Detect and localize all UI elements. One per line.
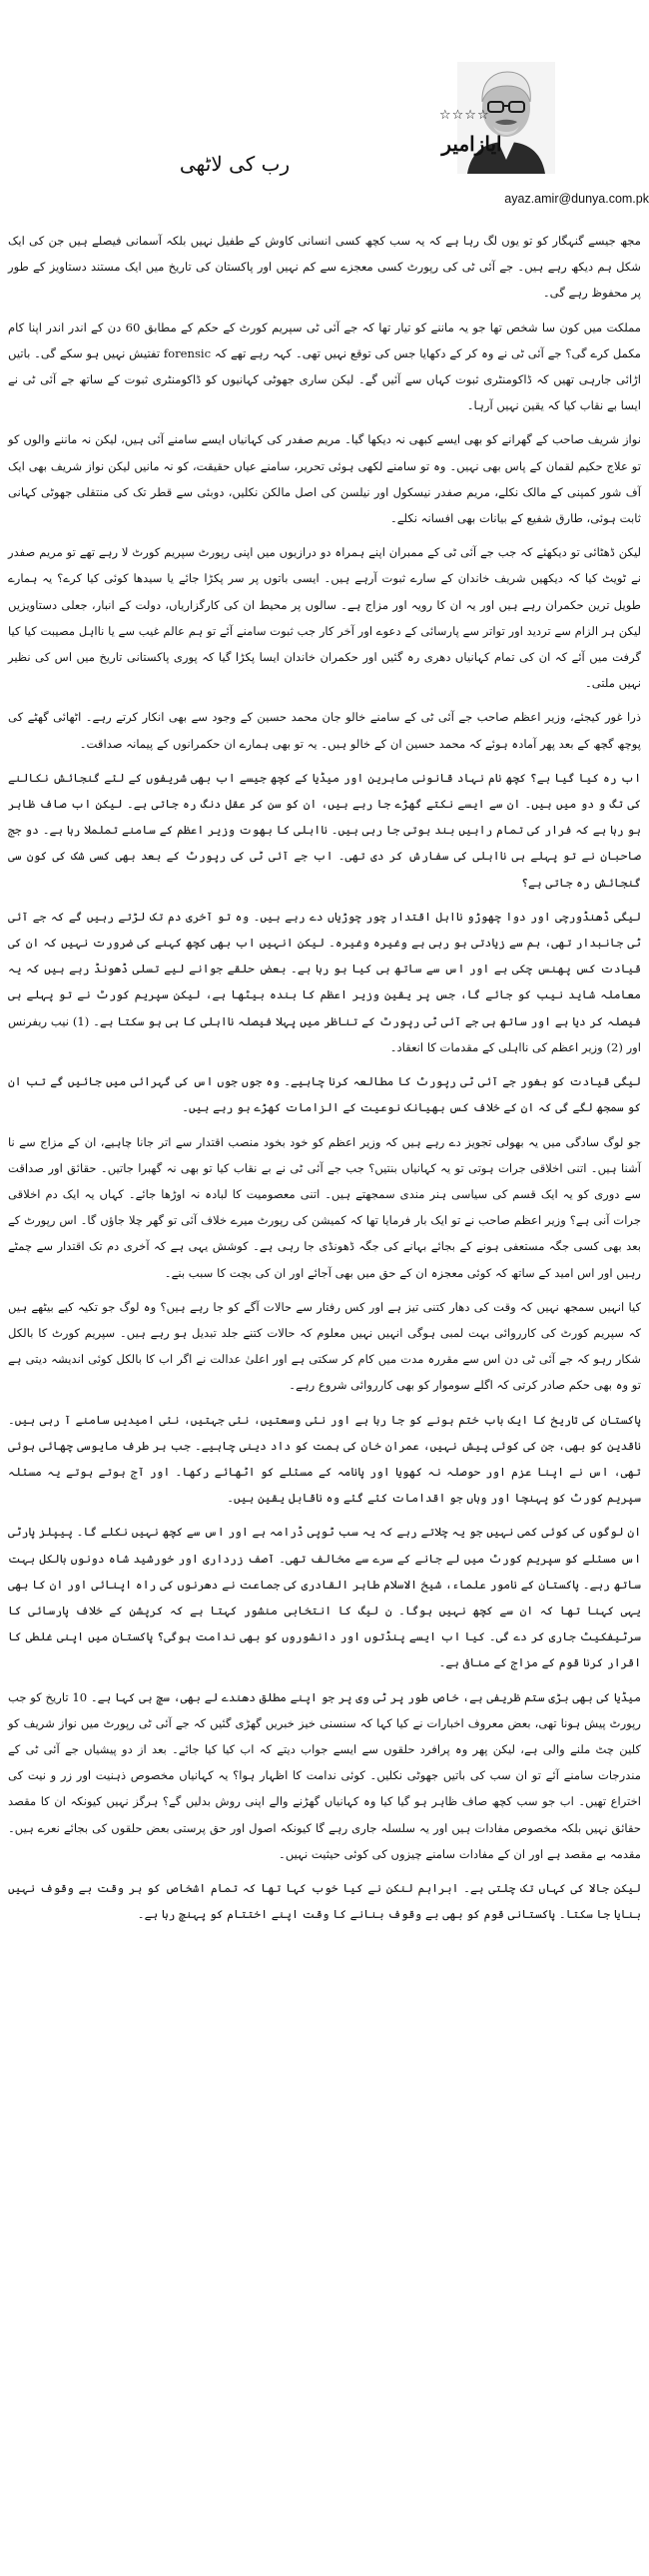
article-body bbox=[8, 228, 641, 1935]
article-paragraph-2: مملکت میں کون سا شخص تھا جو یہ ماننے کو تیار تھا کہ جے آئی ٹی سپریم کورٹ کے حکم کے مطابق 60 دن کے اندر اندر اپنا کام مکمل کرے گی؟ جے آئی ٹی نے وہ کر کے دکھایا جس کی توقع نہیں تھی۔ کہہ رہے تھے کہ forensic تفتیش نہیں ہو سکے گی۔ باتیں اڑائی جارہی تھیں کہ ڈاکومنٹری ثبوت کہاں سے آئیں گے۔ لیکن ساری جھوٹی کہانیوں کو ڈاکومنٹری ثبوت کے ساتھ جے آئی ٹی نے ایسا بے نقاب کیا کہ یقین نہیں آرہا۔ bbox=[8, 320, 641, 413]
article-paragraph-8: لیگی قیادت کو بغور جے آئی ٹی رپورٹ کا مطالعہ کرنا چاہیے۔ وہ جوں جوں اس کی گہرائی میں جائیں گے تب ان کو سمجھ لگے گی کہ ان کے خلاف کس بھیانک نوعیت کے الزامات کھڑے ہو رہے ہیں۔ bbox=[8, 1074, 641, 1115]
article-paragraph-10: کیا انہیں سمجھ نہیں کہ وقت کی دھار کتنی تیز ہے اور کس رفتار سے حالات آگے کو جا رہے ہیں؟ وہ لوگ جو تکیہ کیے بیٹھے ہیں کہ سپریم کورٹ کی کارروائی بہت لمبی ہوگی انہیں نہیں معلوم کہ حالات کتنے جلد تبدیل ہو رہے ہیں۔ سپریم کورٹ کا بالکل شکار رہو کہ جے آئی ٹی دن اس سے مقررہ مدت میں کام کر سکتی ہے اور اعلیٰ عدالت نے اگر اب کا بالکل کوئی اندیشہ دیتی ہے تو وہ بھی حکم صادر کرتی کہ اگلے سوموار کو بھی کارروائی شروع رہے۔ bbox=[8, 1299, 641, 1393]
article-paragraph-9: جو لوگ سادگی میں یہ بھولی تجویز دے رہے ہیں کہ وزیر اعظم کو خود بخود منصب اقتدار سے اتر جانا چاہیے، ان کے مزاج سے نا آشنا ہیں۔ اتنی اخلاقی جرات ہوتی تو یہ کہانیاں بنتیں؟ جب جے آئی ٹی نے بے نقاب کیا تو بھی نہ گھبرا جاتیں۔ حقائق اور صداقت سے دوری کو یہ ایک قسم کی سیاسی ہنر مندی سمجھتے ہیں۔ اتنی معصومیت کا لبادہ نہ اوڑھا جائے۔ کہاں یہ ایک دم اخلاقی جرات آنی ہے؟ وزیر اعظم صاحب نے تو ایک بار فرمایا تھا کہ کمیشن کی رپورٹ میرے خلاف آئی تو گھر چلا جاؤں گا۔ اس رپورٹ کے بعد بھی کسی جگہ مستعفی ہونے کے بجائے بہانے کی جگہ ڈھونڈی جا رہی ہے۔ کوشش یہی ہے کہ آخری دم تک اقتدار سے چمٹے رہیں اور اس امید کے ساتھ کہ کوئی معجزہ ان کے حق میں بھی آجائے اور ان کی بچت کا سبب بنے۔ bbox=[8, 1134, 641, 1280]
author-name: ایازامیر bbox=[441, 132, 502, 156]
article-paragraph-4: لیکن ڈھٹائی تو دیکھئے کہ جب جے آئی ٹی کے ممبران اپنے ہمراہ دو درازیوں میں اپنی رپورٹ سپریم کورٹ لا رہے تھے تو مریم صفدر نے ٹویٹ کیا کہ دیکھیں شریف خاندان کے سارے ثبوت آرہے ہیں۔ ایسی باتوں پر سر پکڑا جائے یا سیدھا کوئی کیا کرے؟ یہ ہمارے طویل ترین حکمران رہے ہیں اور یہ ان کا رویہ اور مزاج ہے۔ سالوں پر محیط ان کی کارگزاریاں، دولت کے انبار، جعلی دستاویزیں لیکن ہر الزام سے تردید اور تواتر سے پارسائی کے دعوے اور آخر کار جب ثبوت سامنے آئے تو ہم عالم غیب سے یا نااہل مصیبت کیا کیا گرفت میں آئے کہ ان کی تمام کہانیاں دھری رہ گئیں اور حکمران خاندان ایسا پکڑا گیا کہ پوری پاکستانی تاریخ میں اس کی نظیر نہیں ملتی۔ bbox=[8, 545, 641, 691]
article-paragraph-12: ان لوگوں کی کوئی کمی نہیں جو یہ چلاتے رہے کہ یہ سب ٹوپی ڈرامہ ہے اور اس سے کچھ نہیں نکلے گا۔ پیپلز پارٹی اس مسئلے کو سپریم کورٹ میں لے جانے کے سرے سے مخالف تھی۔ آصف زرداری اور خورشید شاہ دونوں بالکل بہت ساتھ رہے۔ پاکستان کے نامور علماء، شیخ الاسلام طاہر القادری کی جماعت نے دھرنوں کی راہ اپنائی اور ان کا بھی یہی کہنا تھا کہ ان سے کچھ نہیں ہوگا۔ ن لیگ کا انتخابی منشور کہتا ہے کہ کرپشن کے خلاف پارسائی کا سرٹیفکیٹ جاری کر دے گی۔ کیا اب ایسے پنڈتوں اور دانشوروں کو بھی ندامت ہوگی؟ پاکستان میں اپنی غلطی کا اقرار کرنا قوم کے مزاج کے منافی ہے۔ bbox=[8, 1525, 641, 1670]
column-header bbox=[0, 0, 649, 206]
article-paragraph-14: لیکن جالا کی کہاں تک چلتی ہے۔ ابراہم لنکن نے کیا خوب کہا تھا کہ تمام اشخاص کو ہر وقت بے وقوف نہیں بنایا جا سکتا۔ پاکستانی قوم کو بھی بے وقوف بنانے کا وقت اپنے اختتام کو پہنچ رہا ہے۔ bbox=[8, 1880, 641, 1922]
article-paragraph-11: پاکستان کی تاریخ کا ایک باب ختم ہونے کو جا رہا ہے اور نئی وسعتیں، نئی جہتیں، نئی امیدیں سامنے آ رہی ہیں۔ ناقدین کو بھی، جن کی کوئی پیش نہیں، عمران خان کی ہمت کو داد دینی چاہیے۔ جب ہر طرف مایوسی چھائی ہوئی تھی، اس نے اپنا عزم اور حوصلہ نہ کھویا اور پانامہ کے مسئلے کو اٹھائے رکھا۔ اور آج ہوتے ہوتے یہ مسئلہ سپریم کورٹ کو پہنچا اور وہاں جو اقدامات کئے گئے وہ ناقابل یقین ہیں۔ bbox=[8, 1412, 641, 1506]
article-paragraph-6: اب رہ کیا گیا ہے؟ کچھ نام نہاد قانونی ماہرین اور میڈیا کے کچھ جیسے اب بھی شریفوں کے لئے گنجائش نکالنے کی تگ و دو میں ہیں۔ ان سے ایسے نکتے گھڑے جا رہے ہیں، ان کو سن کر عقل دنگ رہ جاتی ہے۔ لیکن اب صاف ظاہر ہو رہا ہے کہ فرار کی تمام راہیں بند ہوتی جا رہی ہیں۔ نااہلی کا بھوت وزیر اعظم کے سامنے تململا رہا ہے۔ دو جج صاحبان نے تو پہلے ہی نااہلی کی سفارش کر دی تھی۔ اب جے آئی ٹی کی رپورٹ کے بعد بھی کسی شک کی کون سی گنجائش رہ جاتی ہے؟ bbox=[8, 770, 641, 890]
article-paragraph-3: نواز شریف صاحب کے گھرانے کو بھی ایسے کبھی نہ دیکھا گیا۔ مریم صفدر کی کہانیاں ایسے سامنے آئی ہیں، لیکن نہ ماننے والوں کو تو علاج حکیم لقمان کے پاس بھی نہیں۔ وہ تو سامنے لکھی ہوئی تحریر، سامنے عیاں حقیقت، کو نہ مانیں لیکن نواز شریف بھی ایک آف شور کمپنی کے مالک نکلے، مریم صفدر نیسکول اور نیلسن کی اصل مالکن نکلیں، دوبئی سے قطر تک کی منتقلی جھوٹی کہانی ثابت ہوئی، طارق شفیع کے بیانات بھی افسانہ نکلے۔ bbox=[8, 432, 641, 526]
column-title: رب کی لاٹھی bbox=[179, 152, 291, 176]
article-paragraph-7: لیگی ڈھنڈورچی اور دوا چھوڑو نااہل اقتدار چور چوڑیاں دے رہے ہیں۔ وہ تو آخری دم تک لڑتے رہیں گے کہ جے آئی ٹی جانبدار تھی، ہم سے زیادتی ہو رہی ہے وغیرہ وغیرہ۔ لیکن انہیں اب بھی کچھ کہنے کی ضرورت نہیں کہ ان کی قیادت کس پھنس چکی ہے اور اس سے ساتھ ہی کیا ہو رہا ہے۔ بعض حلقے جوانے لیے تسلی ڈھونڈ رہے ہیں کہ یہ معاملہ شاید نیب کو جائے گا، جس پر یقین وزیر اعظم کا بندہ بیٹھا ہے، لیکن سپریم کورٹ نے تو پہلے ہی فیصلہ کر دیا ہے اور ساتھ ہی جے آئی ٹی رپورٹ کے تناظر میں پہلا فیصلہ نااہلی کا ہی ہو سکتا ہے۔ (1) نیب ریفرنس اور (2) وزیر اعظم کی نااہلی کے مقدمات کا انعقاد۔ bbox=[8, 909, 641, 1054]
article-paragraph-1: مجھ جیسے گنہگار کو تو یوں لگ رہا ہے کہ یہ سب کچھ کسی انسانی کاوش کے طفیل نہیں بلکہ آسمانی فیصلے ہیں جن کی ایک شکل ہم دیکھ رہے ہیں۔ جے آئی ٹی کی رپورٹ کسی معجزے سے کم نہیں اور پاکستان کی تاریخ میں ایک مستند دستاویز کے طور پر محفوظ رہے گی۔ bbox=[8, 234, 641, 301]
article-paragraph-13: میڈیا کی بھی بڑی ستم ظریفی ہے، خاص طور پر ٹی وی پر جو اپنے مطلق دھندے لے بھی، سچ ہی کہا ہے۔ 10 تاریخ کو جب رپورٹ پیش ہونا تھی، بعض معروف اخبارات نے کیا کہا کہ سنسنی خیز خبریں گھڑی گئیں کہ جے آئی ٹی رپورٹ میں نواز شریف کو کلین چٹ ملنے والی ہے، لیکن پھر وہ پرافرد حلقوں سے ایسے جواب دیتے کہ اب کیا کیا جائے۔ بعد از دو پیشیاں جے آئی ٹی کے مندرجات سامنے آئے تو ان سب کی باتیں جھوٹی نکلیں۔ کوئی ندامت کا اظہار ہوا؟ یہ کہانیاں مخصوص ذہنیت اور زر و نیت کی اختراع تھیں۔ اب جو سب کچھ صاف ظاہر ہو گیا کیا وہ کہانیاں گھڑنے والے اپنی روش بدلیں گے؟ ہرگز نہیں کیونکہ ان کا مقصد حقائق نہیں بلکہ مخصوص مفادات ہیں اور یہ سلسلہ جاری رہے گا کیونکہ اصول اور حق پرستی بعض حلقوں کی بجائے نعرے ہیں۔ مقدمہ بے مقصد ہے اور ان کے مفادات سامنے چیزوں کی کوئی حیثیت نہیں۔ bbox=[8, 1689, 642, 1861]
article-paragraph-5: ذرا غور کیجئے، وزیر اعظم صاحب جے آئی ٹی کے سامنے خالو جان محمد حسین کے وجود سے بھی انکار کرتے رہے۔ اٹھائی گھٹے کی پوچھ گچھ کے بعد پھر آمادہ ہوئے کہ محمد حسین ان کے خالو ہیں۔ یہ تو بھی ہمارے ان حکمرانوں کے پیمانہ صداقت۔ bbox=[8, 710, 641, 751]
rating-stars: ☆☆☆☆ bbox=[439, 108, 490, 123]
author-email-link[interactable]: ayaz.amir@dunya.com.pk bbox=[504, 192, 649, 206]
